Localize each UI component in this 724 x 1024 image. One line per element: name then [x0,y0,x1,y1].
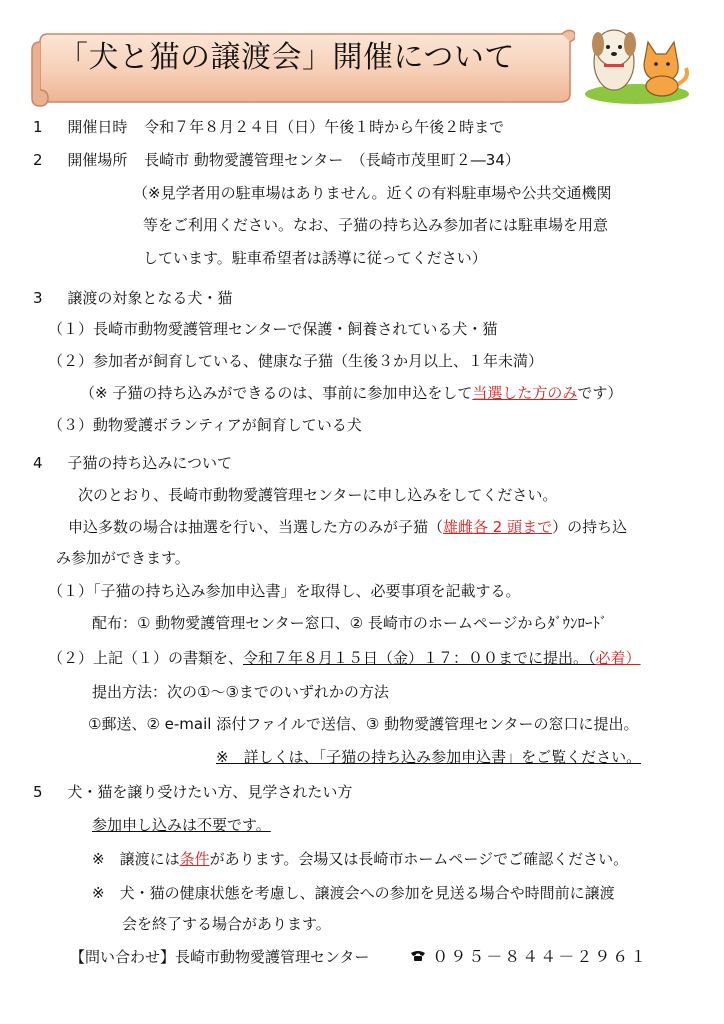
parking-note-2: 等をご利用ください。なお、子猫の持ち込み参加者には駐車場を用意 [143,216,609,234]
section-1: 1 開催日時 令和７年８月２４日（日）午後１時から午後２時まで [33,118,505,136]
submission-options: ①郵送、② e-mail 添付ファイルで送信、③ 動物愛護管理センターの窓口に提出。 [88,715,639,733]
phone-number: ０９５－８４４－２９６１ [432,947,649,966]
lottery-note: 申込多数の場合は抽選を行い、当選した方のみが子猫（雄雌各 2 頭まで）の持ち込 [68,518,628,536]
conditions-note: ※ 譲渡には条件があります。会場又は長崎市ホームページでご確認ください。 [92,850,629,868]
page-title: 「犬と猫の譲渡会」開催について [58,40,515,75]
parking-note-3: しています。駐車希望者は誘導に従ってください） [143,249,487,267]
section-4: 4 子猫の持ち込みについて [33,454,233,472]
contact-label: 【問い合わせ】長崎市動物愛護管理センター [70,948,370,966]
health-note-cont: 会を終了する場合があります。 [122,915,331,933]
conditions: 条件 [179,850,210,868]
winners-only: 当選した方のみ [472,384,578,402]
section-5: 5 犬・猫を譲り受けたい方、見学されたい方 [33,783,353,801]
target-2: （２）参加者が飼育している、健康な子猫（生後３か月以上、１年未満） [48,352,544,370]
section-3: 3 譲渡の対象となる犬・猫 [33,289,233,307]
must-arrive: 必着 [595,649,626,667]
parking-note-1: （※見学者用の駐車場はありません。近くの有料駐車場や公共交通機関 [133,184,612,202]
step-2: （２）上記（１）の書類を、令和７年８月１５日（金）１７：００までに提出。（必着） [48,649,641,667]
details-note: ※ 詳しくは、「子猫の持ち込み参加申込書」をご覧ください。 [216,748,642,766]
submission-method: 提出方法：次の①～③までのいずれかの方法 [92,683,389,701]
no-registration: 参加申し込みは不要です。 [92,816,271,834]
health-note: ※ 犬・猫の健康状態を考慮し、譲渡会への参加を見送る場合や時間前に譲渡 [92,884,615,902]
deadline: 令和７年８月１５日（金）１７：００までに提出。（ [243,649,596,667]
kitten-limit: 雄雌各 2 頭まで [443,518,553,536]
dog-cat-illustration [582,14,692,106]
phone-icon [410,950,426,962]
distribution: 配布：① 動物愛護管理センター窓口、② 長崎市のホームページからﾀﾞｳﾝﾛｰﾄﾞ [92,614,608,632]
apply-instruction: 次のとおり、長崎市動物愛護管理センターに申し込みをしてください。 [78,486,558,504]
step-1: （１）「子猫の持ち込み参加申込書」を取得し、必要事項を記載する。 [48,582,521,600]
contact [70,946,648,968]
section-2: 2 開催場所 長崎市 動物愛護管理センター （長崎市茂里町２―34） [33,151,520,169]
lottery-note-cont: み参加ができます。 [56,549,190,567]
target-3: （３）動物愛護ボランティアが飼育している犬 [48,416,362,434]
kitten-note: （※ 子猫の持ち込みができるのは、事前に参加申込をして当選した方のみです） [80,384,623,402]
target-1: （１）長崎市動物愛護管理センターで保護・飼養されている犬・猫 [48,320,498,338]
